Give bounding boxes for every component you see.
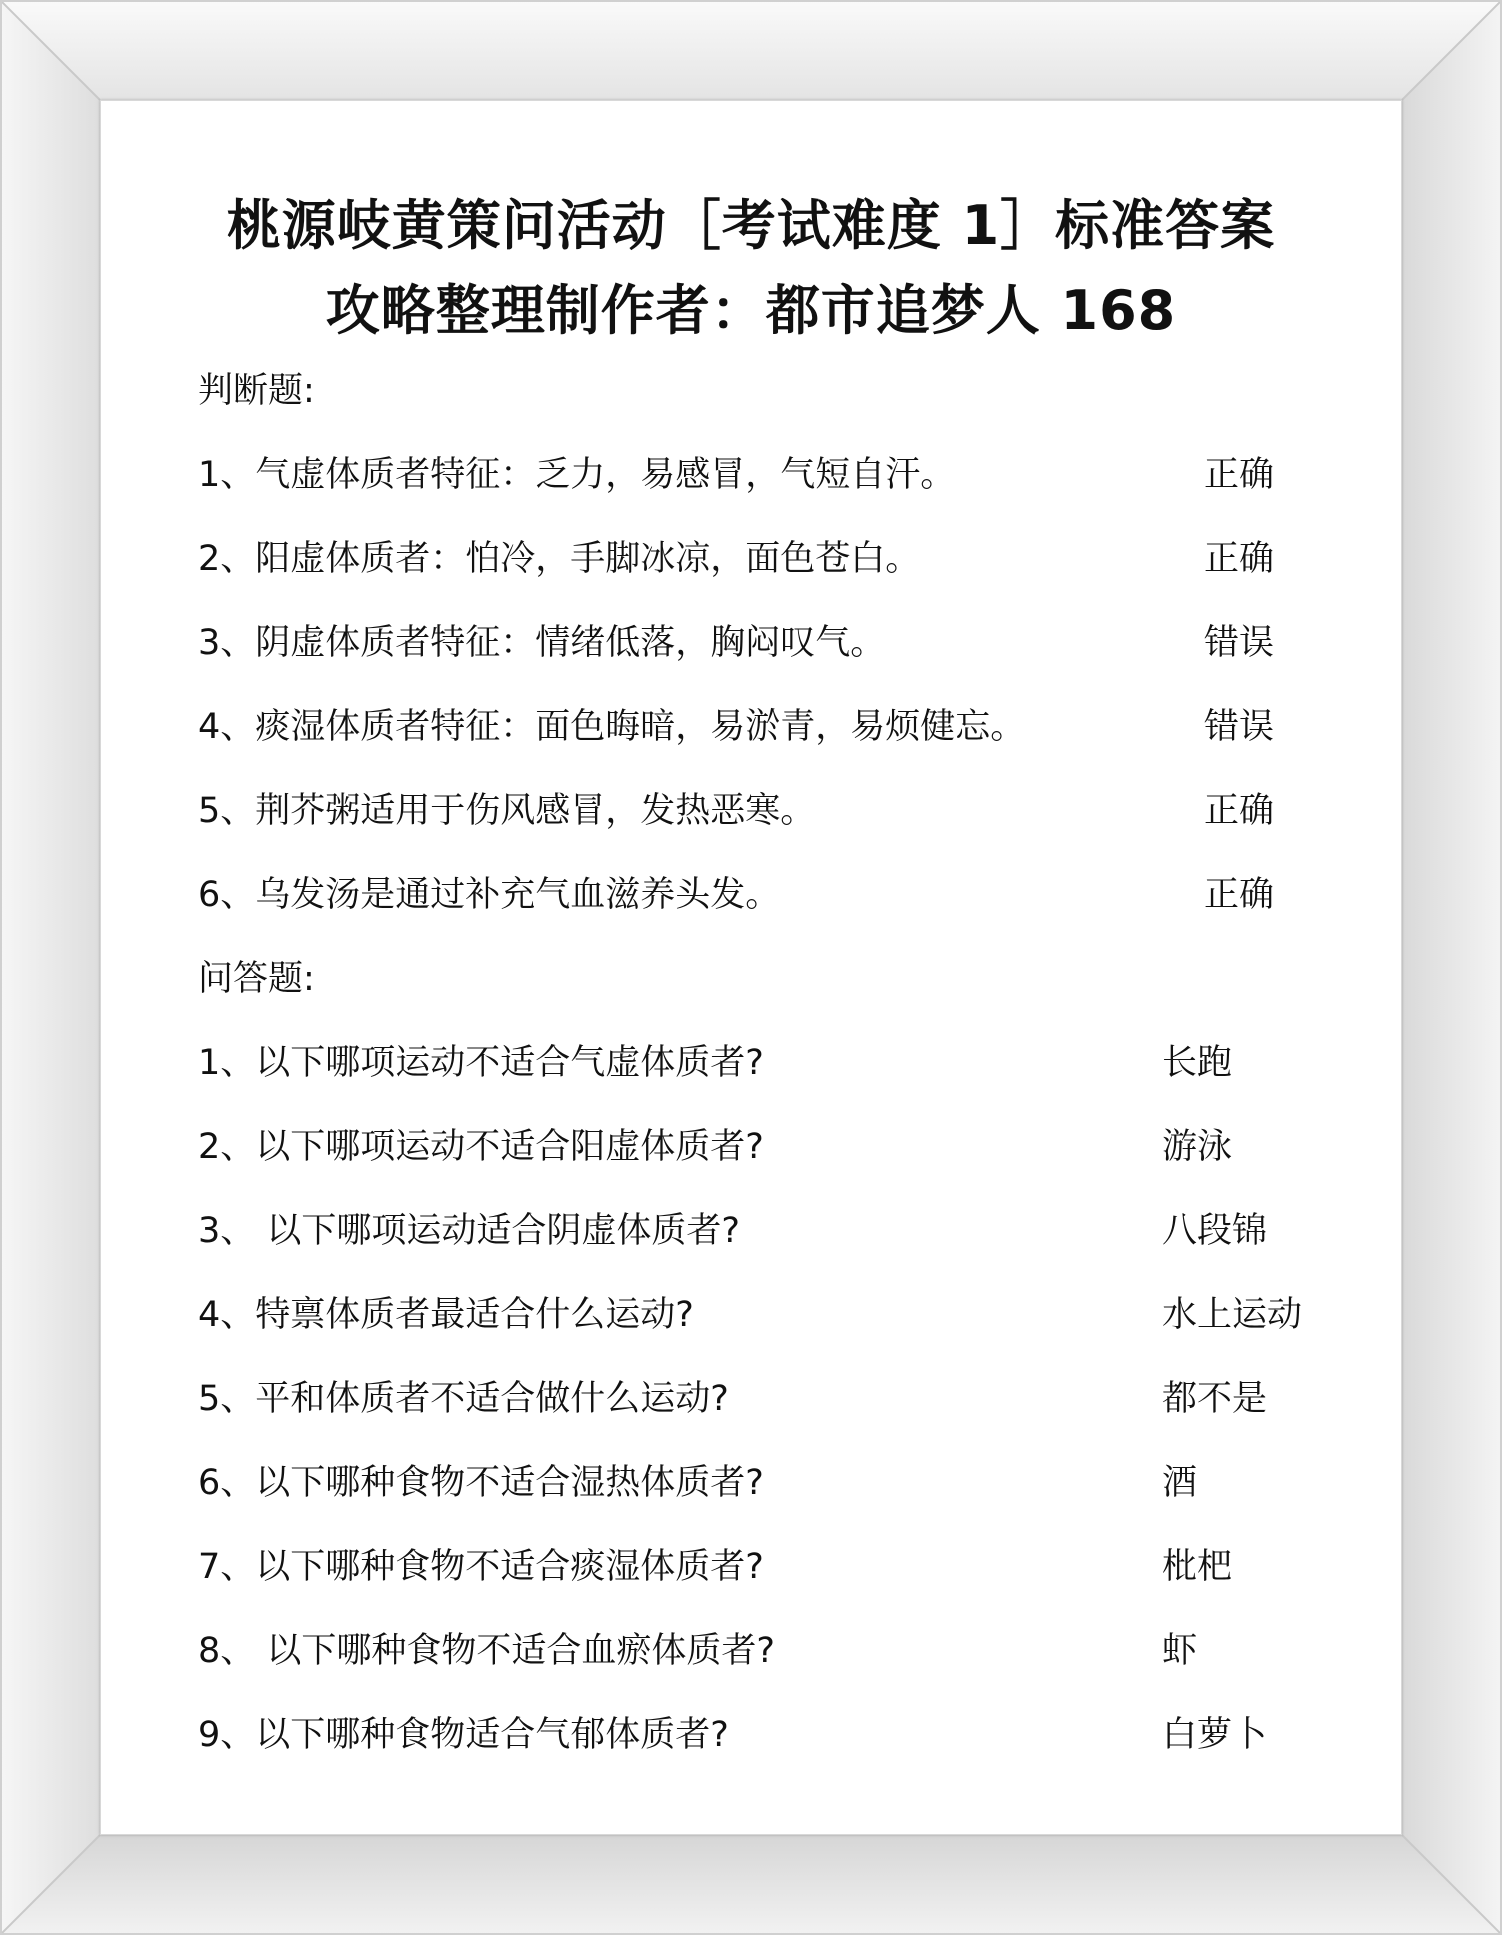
- qa-row: [198, 1287, 1378, 1337]
- answer-text: 长跑: [1162, 1043, 1233, 1083]
- question-text: 7、以下哪种食物不适合痰湿体质者?: [198, 1547, 764, 1587]
- qa-section-label: 问答题:: [198, 959, 315, 999]
- answer-text: 白萝卜: [1162, 1715, 1268, 1755]
- judgement-row: [198, 531, 1378, 581]
- question-text: 3、阴虚体质者特征：情绪低落，胸闷叹气。: [198, 623, 886, 663]
- judgement-row: [198, 699, 1378, 749]
- question-text: 4、痰湿体质者特征：面色晦暗，易淤青，易烦健忘。: [198, 707, 1026, 747]
- qa-row: [198, 1371, 1378, 1421]
- answer-sheet: [100, 100, 1402, 1835]
- question-text: 1、气虚体质者特征：乏力，易感冒，气短自汗。: [198, 455, 956, 495]
- question-text: 1、以下哪项运动不适合气虚体质者?: [198, 1043, 764, 1083]
- question-text: 4、特禀体质者最适合什么运动?: [198, 1295, 694, 1335]
- answer-text: 错误: [1204, 623, 1275, 663]
- answer-text: 枇杷: [1162, 1547, 1233, 1587]
- page-title: 桃源岐黄策问活动［考试难度 1］标准答案: [226, 194, 1276, 257]
- question-text: 5、平和体质者不适合做什么运动?: [198, 1379, 729, 1419]
- qa-row: [198, 1707, 1378, 1757]
- question-text: 9、以下哪种食物适合气郁体质者?: [198, 1715, 729, 1755]
- judgement-row: [198, 615, 1378, 665]
- judgement-row: [198, 447, 1378, 497]
- answer-text: 错误: [1204, 707, 1275, 747]
- answer-text: 正确: [1204, 791, 1275, 831]
- question-text: 2、以下哪项运动不适合阳虚体质者?: [198, 1127, 764, 1167]
- answer-text: 八段锦: [1162, 1211, 1268, 1251]
- qa-row: [198, 1203, 1378, 1253]
- judgement-row: [198, 783, 1378, 833]
- judgement-section-label: 判断题:: [198, 371, 315, 411]
- answer-text: 正确: [1204, 539, 1275, 579]
- judgement-row: [198, 867, 1378, 917]
- qa-row: [198, 1539, 1378, 1589]
- author-line: 攻略整理制作者：都市追梦人 168: [325, 279, 1177, 342]
- question-text: 6、以下哪种食物不适合湿热体质者?: [198, 1463, 764, 1503]
- answer-text: 水上运动: [1162, 1295, 1303, 1335]
- question-text: 6、乌发汤是通过补充气血滋养头发。: [198, 875, 781, 915]
- qa-row: [198, 1455, 1378, 1505]
- answer-text: 游泳: [1162, 1127, 1233, 1167]
- answer-text: 虾: [1162, 1631, 1198, 1671]
- answer-text: 正确: [1204, 455, 1275, 495]
- question-text: 2、阳虚体质者：怕冷，手脚冰凉，面色苍白。: [198, 539, 921, 579]
- answer-text: 正确: [1204, 875, 1275, 915]
- question-text: 8、 以下哪种食物不适合血瘀体质者?: [198, 1631, 775, 1671]
- qa-row: [198, 1623, 1378, 1673]
- answer-text: 酒: [1162, 1463, 1198, 1503]
- qa-row: [198, 1119, 1378, 1169]
- qa-row: [198, 1035, 1378, 1085]
- answer-text: 都不是: [1162, 1379, 1268, 1419]
- question-text: 5、荆芥粥适用于伤风感冒，发热恶寒。: [198, 791, 816, 831]
- question-text: 3、 以下哪项运动适合阴虚体质者?: [198, 1211, 740, 1251]
